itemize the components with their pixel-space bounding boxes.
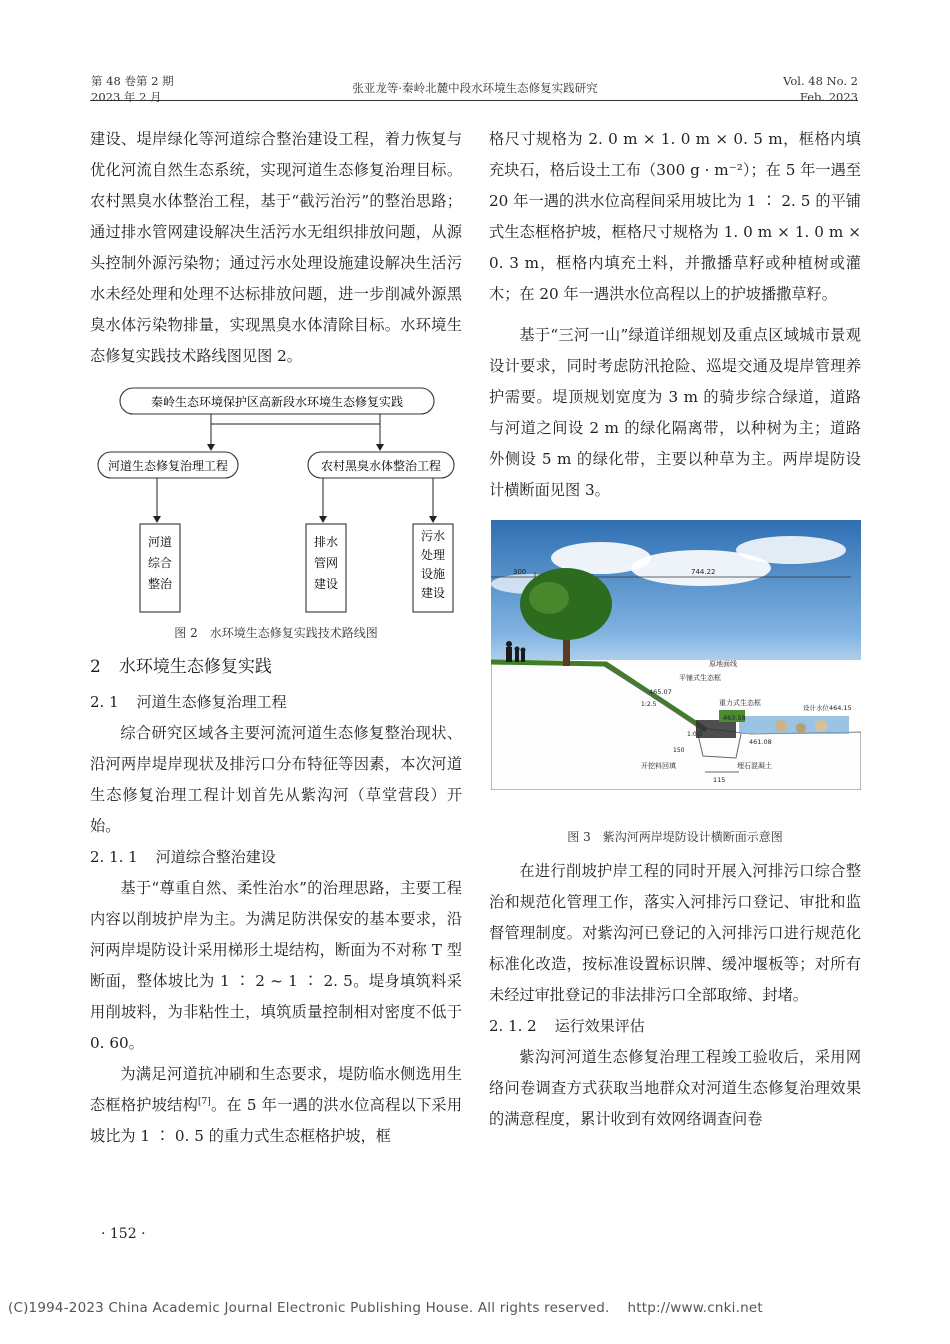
water-body [739,716,849,734]
footer [8,1300,763,1316]
paragraph-2-1: 综合研究区域各主要河流河道生态修复整治现状、沿河两岸堤岸现状及排污口分布特征等因素，本次河道生态修复治理工程计划首先从紫沟河（草堂营段）开始。 [90,724,462,835]
slope-ratio-2: 1:0.5 [687,731,703,738]
paragraph-2-1-2: 紫沟河河道生态修复治理工程竣工验收后，采用网络问卷调查方式获取当地群众对河道生态修复治理效果的满意程度，累计收到有效网络调查问卷 [489,1048,861,1128]
root-node-label: 秦岭生态环境保护区高新段水环境生态修复实践 [150,395,404,409]
citation-ref: [7] [198,1096,211,1107]
figure-2-caption: 图 2 水环境生态修复实践技术路线图 [174,626,378,640]
leaf-1-line-1: 河道 [147,535,173,549]
leaf-3-line-2: 处理 [420,548,446,562]
dim-150-label: 150 [673,747,685,754]
label-flat-frame: 平铺式生态框 [679,674,721,682]
slope-ratio-1: 1:2.5 [641,701,657,708]
figure-3 [489,520,861,856]
left-column [90,124,462,1152]
leaf-3-line-4: 建设 [420,586,446,600]
label-gravity-frame: 重力式生态框 [719,699,761,707]
label-excavation-backfill: 开挖料回填 [641,762,676,770]
cross-section-illustration [491,520,861,790]
label-bottom-elevation: 461.08 [749,738,772,746]
dim-width-label: 744.22 [691,568,716,576]
leaf-2-line-3: 建设 [313,577,339,591]
flowchart-diagram [90,384,462,624]
paragraph-intro: 建设、堤岸绿化等河道综合整治建设工程，着力恢复与优化河流自然生态系统，实现河道生态修复治理目标。农村黑臭水体整治工程，基于“截污治污”的整治思路；通过排水管网建设解决生活污水无组织排放问题，从源头控制外源污染物；通过污水处理设施建设解决生活污水未经处理和处理不达标排放问题，进一步削减外源黑臭水体污染物排量，实现黑臭水体清除目标。水环境生态修复实践技术路线图见图 2。 [90,130,462,365]
rock [796,723,806,733]
section-2-1-1-heading: 2. 1. 1 河道综合整治建设 [90,848,276,866]
header-rule [90,100,858,101]
section-2-1-heading: 2. 1 河道生态修复治理工程 [90,693,287,711]
label-design-level: 设计水位464.15 [803,704,852,712]
paragraph-continued: 格尺寸规格为 2. 0 m × 1. 0 m × 0. 5 m，框格内填充块石，格后设土工布（300 g · m⁻²）；在 5 年一遇至 20 年一遇的洪水位高程间采用坡比为 1 ∶ 2. 5 的平铺式生态框格护坡，框格尺寸规格为 1. 0 m × 1. 0 m × 0. 3 m，框格内填充土料，并撒播草籽或种植树或灌木；在 20 年一遇洪水位高程以上的护坡播撒草籽。 [489,130,861,303]
label-ground-line: 原地面线 [709,660,737,668]
branch-node-rural-label: 农村黑臭水体整治工程 [320,459,442,473]
elevation-2: 463.58 [723,714,746,722]
leaf-2-line-2: 管网 [313,556,339,570]
footer-copyright: (C)1994-2023 China Academic Journal Electronic Publishing House. All rights reserved. [8,1300,610,1316]
leaf-1-line-2: 综合 [147,556,173,570]
footer-url[interactable]: http://www.cnki.net [627,1300,763,1316]
leaf-1-line-3: 整治 [147,577,173,591]
section-2-heading: 2 水环境生态修复实践 [90,657,272,677]
paragraph-2-1-1-a: 基于“尊重自然、柔性治水”的治理思路，主要工程内容以削坡护岸为主。为满足防洪保安的基本要求，沿河两岸堤防设计采用梯形土堤结构，断面为不对称 T 型断面，整体坡比为 1 ∶ 2 ~ 1 ∶ 2. 5。堤身填筑料采用削坡料，为非粘性土，填筑质量控制相对密度不低于 0. 60。 [90,879,462,1052]
cloud [736,536,846,564]
paragraph-outfall: 在进行削坡护岸工程的同时开展入河排污口综合整治和规范化管理工作，落实入河排污口登记、审批和监督管理制度。对紫沟河已登记的入河排污口进行规范化标准化改造，按标准设置标识牌、缓冲堰板等；对所有未经过审批登记的非法排污口全部取缔、封堵。 [489,862,861,1004]
dim-300-label: 300 [513,568,527,576]
leaf-2-line-1: 排水 [313,535,339,549]
figure-3-caption: 图 3 紫沟河两岸堤防设计横断面示意图 [567,830,783,844]
header-volume: 第 48 卷第 2 期 2023 年 2 月 [91,74,174,104]
leaf-3-line-3: 设施 [420,567,446,581]
rock [775,720,787,732]
section-2-1-2-heading: 2. 1. 2 运行效果评估 [489,1017,645,1035]
paragraph-2-1-1-b: 为满足河道抗冲刷和生态要求，堤防临水侧选用生态框格护坡结构[7]。在 5 年一遇的洪水位高程以下采用坡比为 1 ∶ 0. 5 的重力式生态框格护坡，框 [90,1065,463,1145]
label-stone-concrete: 埋石混凝土 [737,762,772,770]
right-column [489,124,861,1135]
branch-node-river-label: 河道生态修复治理工程 [107,459,229,473]
paragraph-greenway: 基于“三河一山”绿道详细规划及重点区域城市景观设计要求，同时考虑防汛抢险、巡堤交通及堤岸管理养护需要。堤顶规划宽度为 3 m 的骑步综合绿道，道路与河道之间设 2 m 的绿化隔离带，以种树为主；道路外侧设 5 m 的绿化带，主要以种草为主。两岸堤防设计横断面见图 3。 [489,326,861,499]
page-number: · 152 · [101,1226,146,1242]
header-volume-en: Vol. 48 No. 2 Feb. 2023 [783,74,858,104]
figure-2 [90,384,462,646]
header-running-title: 张亚龙等·秦岭北麓中段水环境生态修复实践研究 [352,81,598,95]
leaf-3-line-1: 污水 [420,529,446,543]
dim-115-label: 115 [713,776,726,784]
rock [815,720,827,732]
elevation-1: 465.07 [649,688,672,696]
